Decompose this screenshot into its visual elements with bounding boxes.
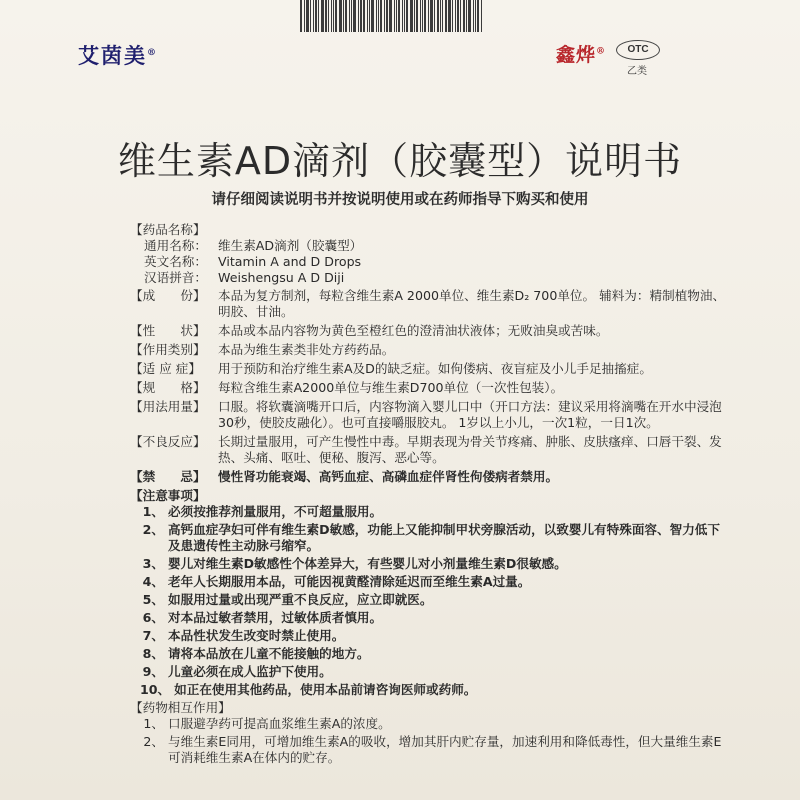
barcode-bar (466, 0, 467, 32)
item-number: 2、 (142, 522, 164, 537)
item-number: 10、 (140, 682, 171, 697)
barcode-bar (460, 0, 461, 32)
barcode-bar (335, 0, 337, 32)
barcode-bar (367, 0, 368, 32)
dosage-section (130, 399, 730, 431)
drug-name-label: 【药品名称】 (130, 222, 206, 237)
list-item (130, 574, 730, 590)
barcode-bar (445, 0, 447, 32)
list-item (130, 592, 730, 608)
barcode-bar (313, 0, 314, 32)
section-text: 本品或本品内容物为黄色至橙红色的澄清油状液体；无败油臭或苦味。 (218, 323, 609, 338)
section-text: 每粒含维生素A2000单位与维生素D700单位（一次性包装）。 (218, 380, 564, 395)
item-number: 9、 (142, 664, 164, 679)
otc-category: 乙类 (627, 66, 647, 77)
precautions-section (130, 488, 730, 698)
barcode-bar (424, 0, 426, 32)
item-number: 7、 (142, 628, 164, 643)
interactions-label: 【药物相互作用】 (130, 700, 231, 715)
section-text: 本品为维生素类非处方药药品。 (218, 342, 395, 357)
barcode-bar (321, 0, 324, 32)
list-item (130, 556, 730, 572)
otc-badge: OTC (616, 40, 660, 60)
drug-name-row (130, 238, 730, 254)
drug-name-row-label: 汉语拼音： (144, 270, 207, 285)
section-label: 【性 状】 (130, 323, 206, 338)
item-number: 2、 (143, 734, 164, 749)
barcode-bar (351, 0, 352, 32)
barcode-bar (328, 0, 329, 32)
section-label: 【作用类别】 (130, 342, 206, 357)
barcode-bar (363, 0, 365, 32)
barcode-bar (457, 0, 459, 32)
item-text: 如正在使用其他药品，使用本品前请咨询医师或药师。 (174, 682, 477, 697)
list-item (130, 522, 730, 554)
section-text: 本品为复方制剂，每粒含维生素A 2000单位、维生素D₂ 700单位。 辅料为：精制植物油、明胶、甘油。 (218, 288, 726, 319)
barcode-bar (416, 0, 418, 32)
barcode-bar (315, 0, 317, 32)
barcode-bar (369, 0, 370, 32)
item-text: 与维生素E同用，可增加维生素A的吸收，增加其肝内贮存量，加速利用和降低毒性，但大量维生素E可消耗维生素A在体内的贮存。 (168, 734, 722, 765)
barcode-bar (339, 0, 342, 32)
barcode-bar (481, 0, 482, 32)
barcode-bar (384, 0, 385, 32)
indications-section (130, 361, 730, 377)
barcode-bar (422, 0, 423, 32)
item-number: 3、 (142, 556, 164, 571)
barcode-bar (398, 0, 400, 32)
page-subtitle: 请仔细阅读说明书并按说明使用或在药师指导下购买和使用 (211, 192, 589, 208)
item-number: 1、 (142, 504, 164, 519)
barcode-bar (396, 0, 397, 32)
section-text: 用于预防和治疗维生素A及D的缺乏症。如佝偻病、夜盲症及小儿手足抽搐症。 (218, 361, 652, 376)
drug-name-row-label: 英文名称： (144, 254, 207, 269)
barcode-bar (428, 0, 429, 32)
barcode-bar (318, 0, 319, 32)
barcode-bar (386, 0, 388, 32)
barcode-bar (333, 0, 334, 32)
list-item (130, 646, 730, 662)
leaflet-body (130, 220, 730, 768)
brand-right-name: 鑫烨 (556, 44, 597, 66)
drug-name-row (130, 254, 730, 270)
barcode-bar (349, 0, 350, 32)
barcode-bar (306, 0, 309, 32)
list-item (130, 504, 730, 520)
barcode-bar (448, 0, 451, 32)
drug-name-row-value: Weishengsu A D Diji (218, 270, 345, 285)
item-text: 对本品过敏者禁用，过敏体质者慎用。 (168, 610, 383, 625)
adverse-reactions-section (130, 434, 730, 466)
barcode-bar (380, 0, 382, 32)
section-text: 慢性肾功能衰竭、高钙血症、高磷血症伴肾性佝偻病者禁用。 (218, 469, 559, 484)
barcode-bar (414, 0, 415, 32)
item-text: 高钙血症孕妇可伴有维生素D敏感，功能上又能抑制甲状旁腺活动，以致婴儿有特殊面容、智力低下及患遗传性主动脉弓缩窄。 (168, 522, 720, 553)
specification-section (130, 380, 730, 396)
barcode-bar (345, 0, 347, 32)
barcode-bar (440, 0, 441, 32)
drug-name-section (130, 222, 730, 286)
ingredients-section (130, 288, 730, 320)
section-label: 【适 应 症】 (130, 361, 201, 376)
barcode-bar (360, 0, 362, 32)
list-item (130, 664, 730, 680)
barcode-bar (406, 0, 408, 32)
barcode-bar (455, 0, 456, 32)
item-number: 8、 (142, 646, 164, 661)
barcode-bar (343, 0, 344, 32)
barcode-bar (402, 0, 403, 32)
barcode-bar (300, 0, 302, 32)
section-label: 【不良反应】 (130, 434, 206, 449)
page-title: 维生素AD滴剂（胶囊型）说明书 (117, 139, 683, 183)
item-text: 本品性状发生改变时禁止使用。 (168, 628, 345, 643)
barcode-bar (404, 0, 405, 32)
barcode-bar (353, 0, 356, 32)
barcode-bar (477, 0, 479, 32)
item-text: 如服用过量或出现严重不良反应，应立即就医。 (168, 592, 433, 607)
brand-logo-right (556, 40, 606, 67)
barcode-bar (378, 0, 379, 32)
barcode-bar (371, 0, 374, 32)
precautions-label: 【注意事项】 (130, 488, 206, 503)
list-item (130, 610, 730, 626)
list-item (130, 716, 730, 732)
item-number: 1、 (143, 716, 164, 731)
section-text: 长期过量服用，可产生慢性中毒。早期表现为骨关节疼痛、肿胀、皮肤瘙痒、口唇干裂、发热、头痛、呕吐、便秘、腹泻、恶心等。 (218, 434, 722, 465)
barcode-bar (442, 0, 443, 32)
barcode-bar (468, 0, 471, 32)
brand-logo-left (78, 40, 158, 70)
list-item (130, 734, 730, 766)
barcode-bar (389, 0, 392, 32)
barcode-bar (437, 0, 439, 32)
barcode-bar (475, 0, 476, 32)
barcode-bar (473, 0, 474, 32)
list-item (130, 682, 730, 698)
drug-name-row-label: 通用名称： (144, 238, 207, 253)
barcode-bar (452, 0, 453, 32)
barcode-graphic (300, 0, 540, 32)
appearance-section (130, 323, 730, 339)
list-item (130, 628, 730, 644)
interactions-section (130, 700, 730, 766)
registered-mark: ® (147, 48, 158, 58)
section-label: 【规 格】 (130, 380, 206, 395)
barcode-bar (358, 0, 359, 32)
barcode-bar (304, 0, 305, 32)
drug-name-row-value: 维生素AD滴剂（胶囊型） (218, 238, 363, 253)
section-label: 【禁 忌】 (130, 469, 206, 484)
item-number: 5、 (142, 592, 164, 607)
barcode-bar (434, 0, 435, 32)
drug-name-row-value: Vitamin A and D Drops (218, 254, 362, 269)
item-text: 必须按推荐剂量服用，不可超量服用。 (168, 504, 383, 519)
drug-name-row (130, 270, 730, 286)
item-text: 老年人长期服用本品，可能因视黄醛清除延迟而至维生素A过量。 (168, 574, 531, 589)
barcode-bar (331, 0, 332, 32)
barcode-bar (430, 0, 433, 32)
section-label: 【用法用量】 (130, 399, 206, 414)
brand-left-name: 艾茵美 (78, 43, 147, 68)
section-label: 【成 份】 (130, 288, 206, 303)
item-number: 4、 (142, 574, 164, 589)
category-section (130, 342, 730, 358)
item-text: 请将本品放在儿童不能接触的地方。 (168, 646, 370, 661)
item-text: 口服避孕药可提高血浆维生素A的浓度。 (168, 716, 391, 731)
item-text: 婴儿对维生素D敏感性个体差异大，有些婴儿对小剂量维生素D很敏感。 (168, 556, 567, 571)
contraindications-section (130, 469, 730, 485)
barcode-bar (410, 0, 413, 32)
barcode-bar (376, 0, 377, 32)
barcode-bar (394, 0, 395, 32)
barcode-bar (325, 0, 327, 32)
item-number: 6、 (142, 610, 164, 625)
item-text: 儿童必须在成人监护下使用。 (168, 664, 332, 679)
registered-mark: ® (596, 46, 607, 57)
section-text: 口服。将软囊滴嘴开口后，内容物滴入婴儿口中（开口方法：建议采用将滴嘴在开水中浸泡30秒，使胶皮融化）。也可直接嚼服胶丸。 1岁以上小儿，一次1粒，一日1次。 (218, 399, 722, 430)
barcode-bar (310, 0, 311, 32)
barcode-bar (463, 0, 465, 32)
barcode-bar (420, 0, 421, 32)
